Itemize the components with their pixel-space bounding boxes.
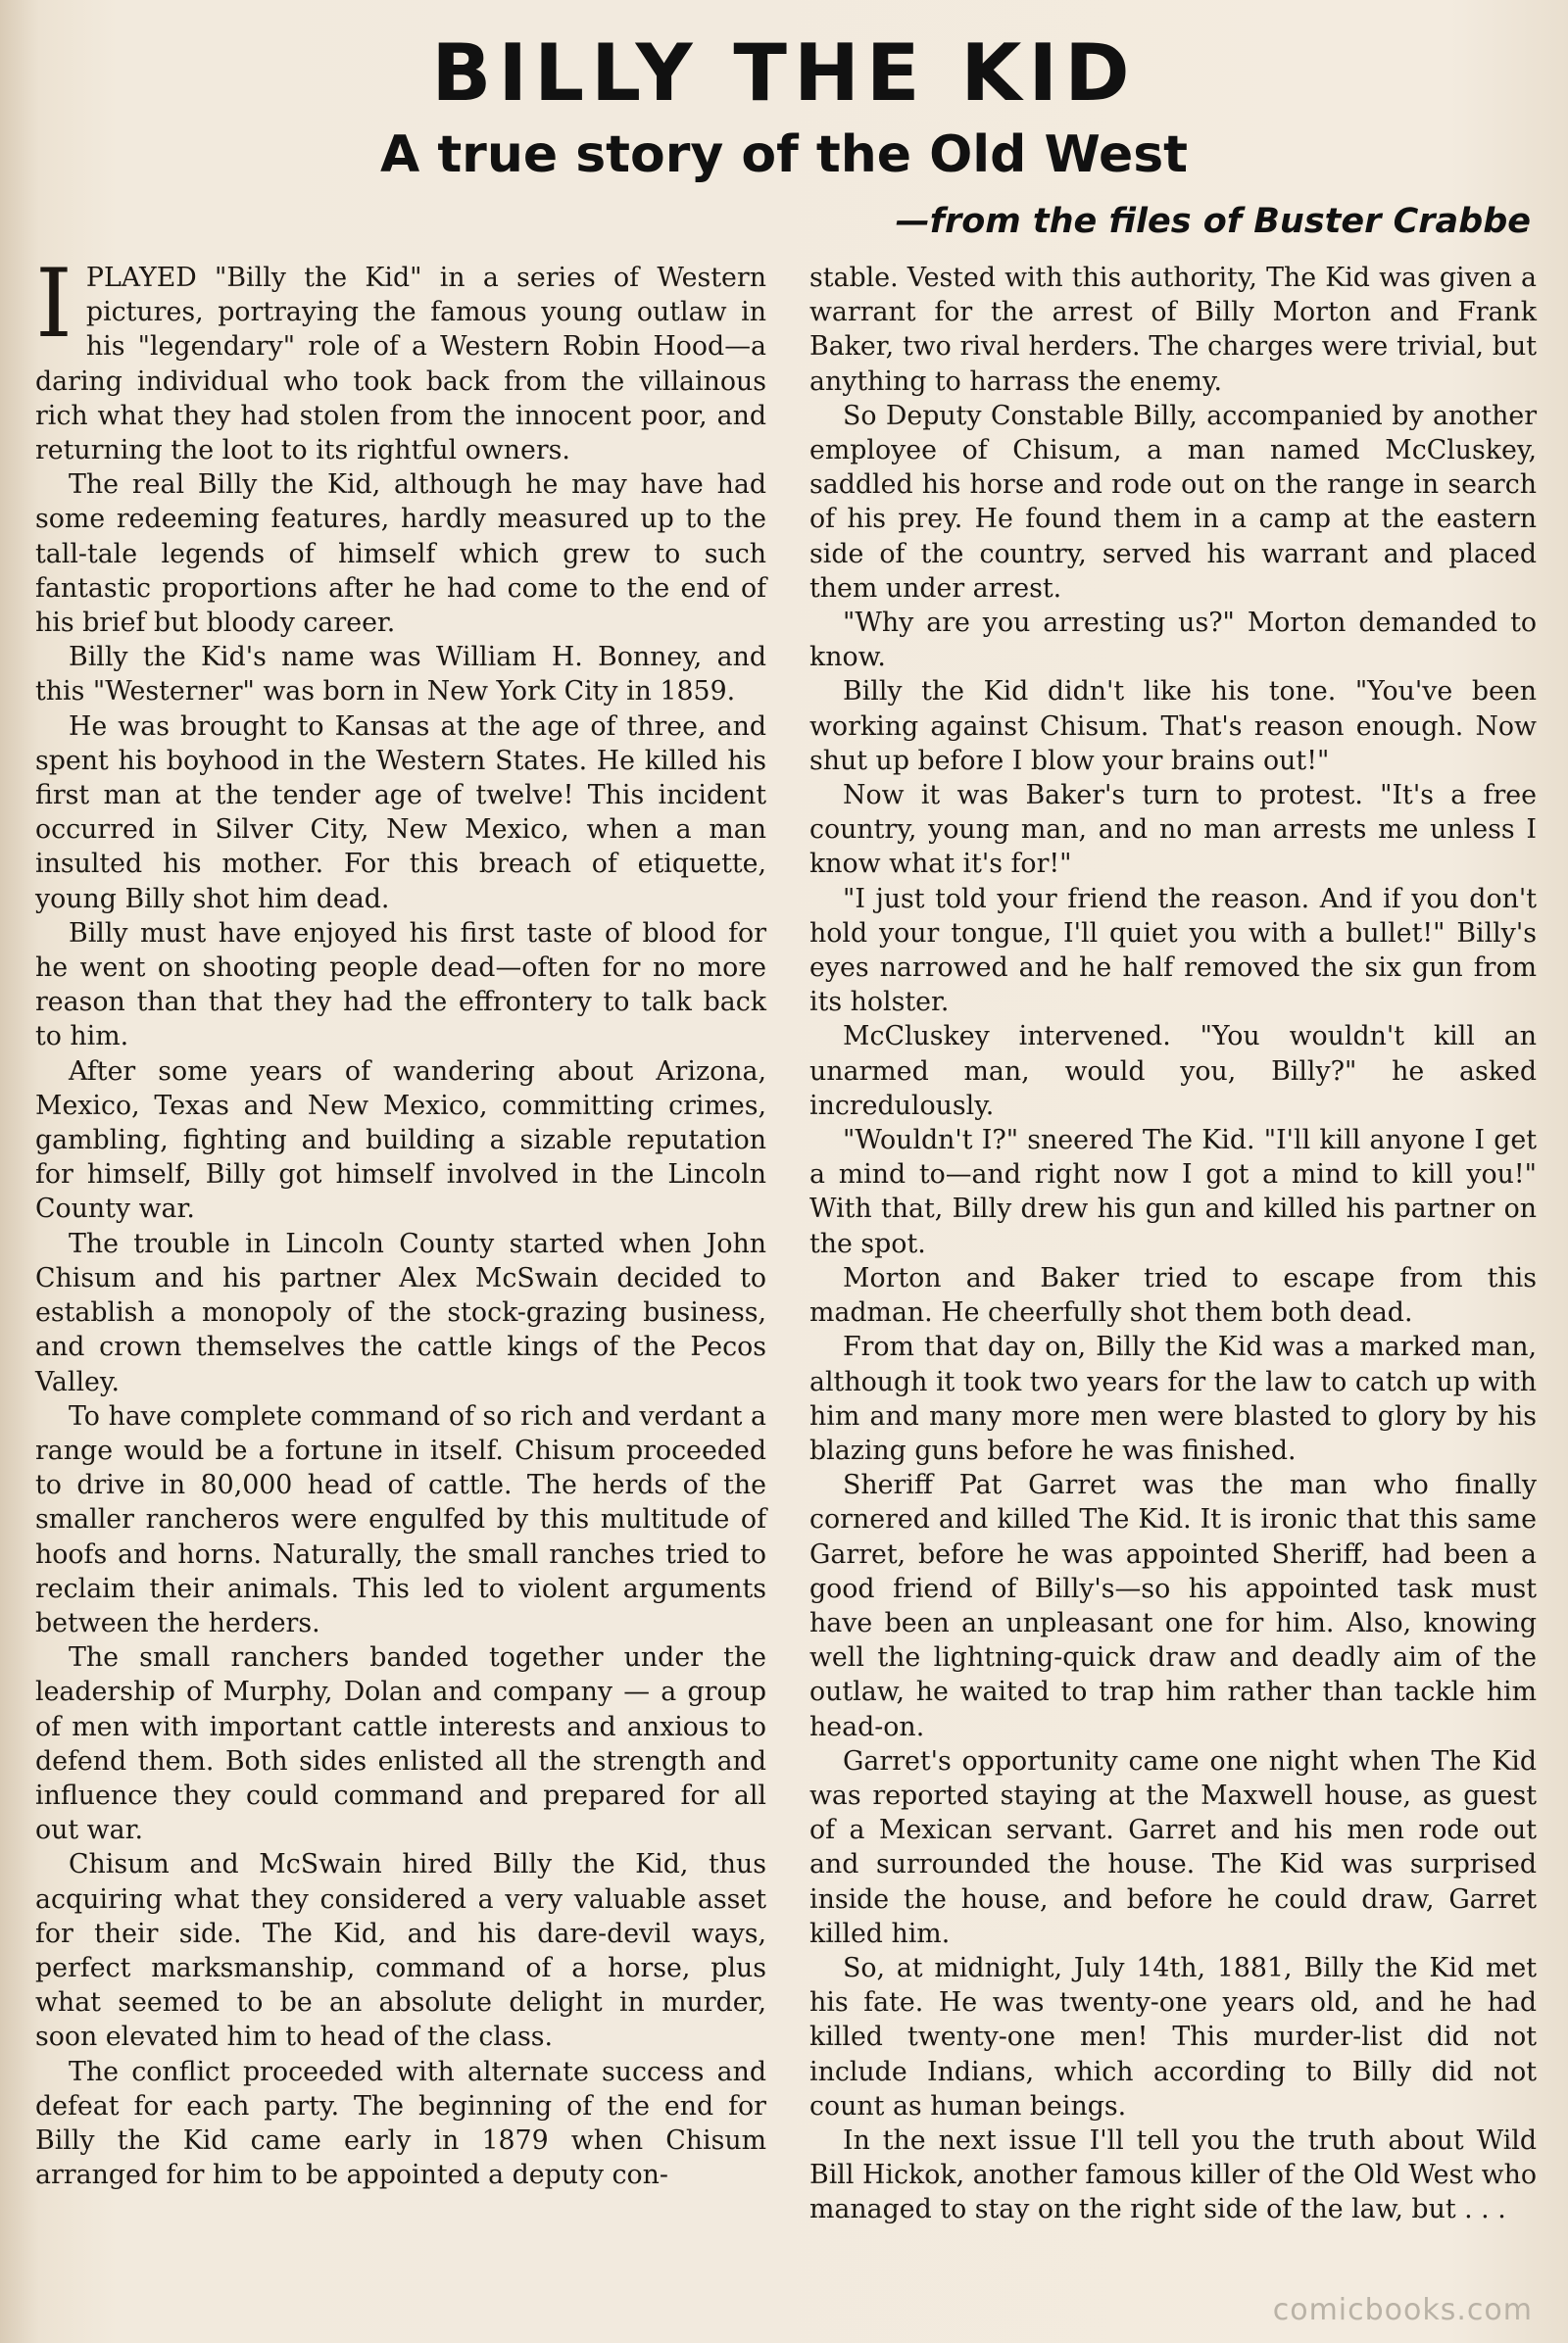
paragraph: The real Billy the Kid, although he may have had some redeeming features, hardly measured up to the tall-tale legends of himself which grew to such fantastic proportions after he had come to the end of his brief but bloody career. bbox=[35, 469, 766, 639]
paragraph: "Wouldn't I?" sneered The Kid. "I'll kill anyone I get a mind to—and right now I got a mind to kill you!" With that, Billy drew his gun and killed his partner on the spot. bbox=[809, 1125, 1537, 1259]
article-byline: —from the files of Buster Crabbe bbox=[895, 202, 1531, 241]
paragraph: The conflict proceeded with alternate success and defeat for each party. The beginning of the end for Billy the Kid came early in 1879 when Chisum arranged for him to be appointed a deputy con- bbox=[35, 2056, 766, 2191]
paragraph: The small ranchers banded together under the leadership of Murphy, Dolan and company — a group of men with important cattle interests and anxious to defend them. Both sides enlisted all the strength and influence they could command and prepared for all out war. bbox=[35, 1642, 766, 1846]
paragraph: Chisum and McSwain hired Billy the Kid, thus acquiring what they considered a very valuable asset for their side. The Kid, and his dare-devil ways, perfect marksmanship, command of a horse, plus what seemed to be an absolute delight in murder, soon elevated him to head of the class. bbox=[35, 1849, 766, 2053]
paragraph: Morton and Baker tried to escape from this madman. He cheerfully shot them both dead. bbox=[809, 1262, 1537, 1329]
article-subtitle: A true story of the Old West bbox=[379, 125, 1189, 184]
watermark: comicbooks.com bbox=[1272, 2293, 1533, 2327]
paragraph: Garret's opportunity came one night when The Kid was reported staying at the Maxwell house, as guest of a Mexican servant. Garret and his men rode out and surrounded the house. The Kid was surprised inside the house, and before he could draw, Garret killed him. bbox=[809, 1745, 1537, 1949]
paragraph: Now it was Baker's turn to protest. "It's a free country, young man, and no man arrests me unless I know what it's for!" bbox=[809, 780, 1537, 880]
paragraph: The trouble in Lincoln County started when John Chisum and his partner Alex McSwain decided to establish a monopoly of the stock-grazing business, and crown themselves the cattle kings of the Pecos Valley. bbox=[35, 1228, 766, 1397]
paragraph: So Deputy Constable Billy, accompanied by another employee of Chisum, a man named McCluskey, saddled his horse and rode out on the range in search of his prey. He found them in a camp at the eastern side of the country, served his warrant and placed them under arrest. bbox=[809, 400, 1537, 604]
drop-cap: I bbox=[35, 249, 73, 359]
paragraph: "Why are you arresting us?" Morton demanded to know. bbox=[809, 608, 1537, 673]
paragraph: "I just told your friend the reason. And if you don't hold your tongue, I'll quiet you with a bullet!" Billy's eyes narrowed and he half removed the six gun from its holster. bbox=[809, 883, 1537, 1018]
left-column bbox=[35, 249, 766, 2192]
paragraph: I PLAYED "Billy the Kid" in a series of Western pictures, portraying the famous young outlaw in his "legendary" role of a Western Robin Hood—a daring individual who took back from the villainous rich what they had stolen from the innocent poor, and returning the loot to its rightful owners. bbox=[35, 249, 766, 466]
paragraph: stable. Vested with this authority, The Kid was given a warrant for the arrest of Billy Morton and Frank Baker, two rival herders. The charges were trivial, but anything to harrass the enemy. bbox=[809, 263, 1537, 397]
paragraph: In the next issue I'll tell you the truth about Wild Bill Hickok, another famous killer of the Old West who managed to stay on the right side of the law, but . . . bbox=[809, 2124, 1537, 2225]
article-title: BILLY THE KID bbox=[431, 27, 1137, 119]
right-column bbox=[809, 261, 1537, 2227]
paragraph: Billy the Kid's name was William H. Bonney, and this "Westerner" was born in New York City in 1859. bbox=[35, 642, 766, 708]
paragraph: Billy must have enjoyed his first taste of blood for he went on shooting people dead—often for no more reason than that they had the effrontery to talk back to him. bbox=[35, 917, 766, 1052]
paragraph: To have complete command of so rich and verdant a range would be a fortune in itself. Chisum proceeded to drive in 80,000 head of cattle. The herds of the smaller rancheros were engulfed by this multitude of hoofs and horns. Naturally, the small ranches tried to reclaim their animals. This led to violent arguments between the herders. bbox=[35, 1400, 766, 1638]
paragraph: Sheriff Pat Garret was the man who finally cornered and killed The Kid. It is ironic that this same Garret, before he was appointed Sheriff, had been a good friend of Billy's—so his appointed task must have been an unpleasant one for him. Also, knowing well the lightning-quick draw and deadly aim of the outlaw, he waited to trap him rather than tackle him head-on. bbox=[809, 1470, 1537, 1742]
paragraph: From that day on, Billy the Kid was a marked man, although it took two years for the law to catch up with him and many more men were blasted to glory by his blazing guns before he was finished. bbox=[809, 1332, 1537, 1466]
paragraph: Billy the Kid didn't like his tone. "You've been working against Chisum. That's reason enough. Now shut up before I blow your brains out!" bbox=[809, 676, 1537, 776]
paragraph: After some years of wandering about Arizona, Mexico, Texas and New Mexico, committing crimes, gambling, fighting and building a sizable reputation for himself, Billy got himself involved in the Lincoln County war. bbox=[35, 1055, 766, 1225]
paragraph: McCluskey intervened. "You wouldn't kill an unarmed man, would you, Billy?" he asked incredulously. bbox=[809, 1021, 1537, 1121]
paragraph: So, at midnight, July 14th, 1881, Billy the Kid met his fate. He was twenty-one years old, and he had killed twenty-one men! This murder-list did not include Indians, which according to Billy did not count as human beings. bbox=[809, 1952, 1537, 2122]
paragraph: He was brought to Kansas at the age of three, and spent his boyhood in the Western States. He killed his first man at the tender age of twelve! This incident occurred in Silver City, New Mexico, when a man insulted his mother. For this breach of etiquette, young Billy shot him dead. bbox=[35, 710, 766, 914]
